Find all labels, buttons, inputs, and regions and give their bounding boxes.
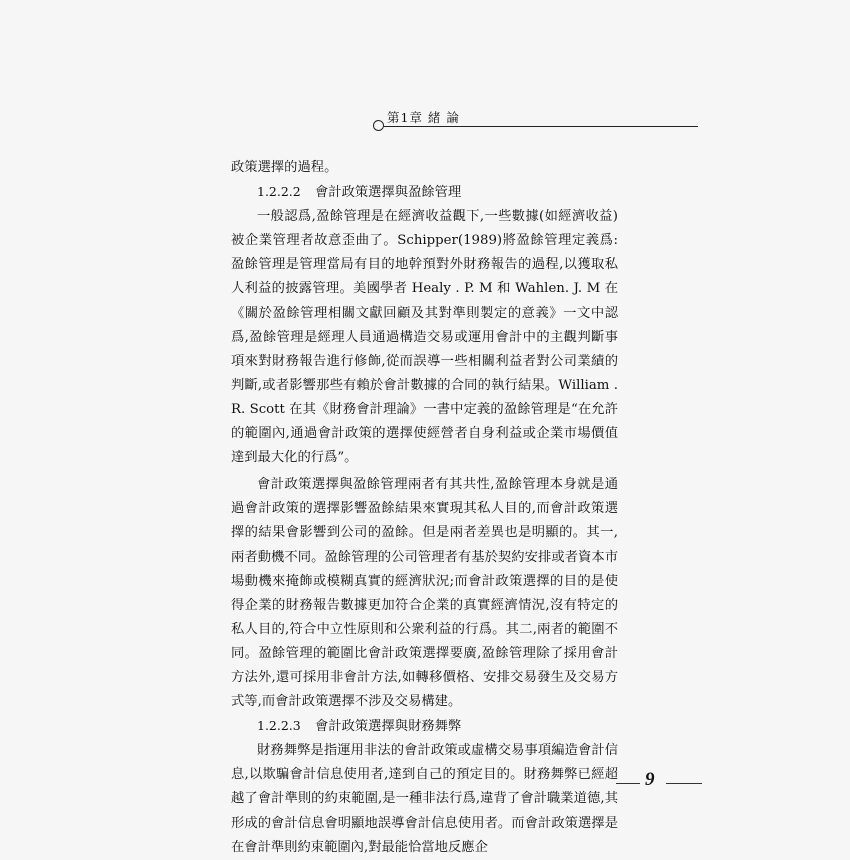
- page-number-footer: [616, 768, 702, 798]
- paragraph: 會計政策選擇與盈餘管理兩者有其共性,盈餘管理本身就是通過會計政策的選擇影響盈餘結果來實現其私人目的,而會計政策選擇的結果會影響到公司的盈餘。但是兩者差異也是明顯的。其一,兩者動機不同。盈餘管理的公司管理者有基於契約安排或者資本市場動機來掩飾或模糊真實的經濟狀況;而會計政策選擇的目的是使得企業的財務報告數據更加符合企業的真實經濟情況,沒有特定的私人目的,符合中立性原則和公衆利益的行爲。其二,兩者的範圍不同。盈餘管理的範圍比會計政策選擇要廣,盈餘管理除了採用會計方法外,還可採用非會計方法,如轉移價格、安排交易發生及交易方式等,而會計政策選擇不涉及交易構建。: [231, 477, 618, 710]
- paragraph: 財務舞弊是指運用非法的會計政策或虛構交易事項編造會計信息,以欺騙會計信息使用者,達到自己的預定目的。財務舞弊已經超越了會計準則的約束範圍,是一種非法行爲,違背了會計職業道德,其形成的會計信息會明顯地誤導會計信息使用者。而會計政策選擇是在會計準則約束範圍內,對最能恰當地反應企: [231, 743, 618, 855]
- paragraph: 一般認爲,盈餘管理是在經濟收益觀下,一些數據(如經濟收益)被企業管理者故意歪曲了。Schipper(1989)將盈餘管理定義爲:盈餘管理是管理當局有目的地幹預對外財務報告的過程,以獲取私人利益的披露管理。美國學者 Healy . P. M 和 Wahlen. J. M 在《關於盈餘管理相關文獻回顧及其對準則製定的意義》一文中認爲,盈餘管理是經理人員通過構造交易或運用會計中的主觀判斷事項來對財務報告進行修飾,從而誤導一些相關利益者對公司業績的判斷,或者影響那些有賴於會計數據的合同的執行結果。William . R. Scott 在其《財務會計理論》一書中定義的盈餘管理是“在允許的範圍內,通過會計政策的選擇使經營者自身利益或企業市場價值達到最大化的行爲”。: [231, 209, 618, 466]
- paragraph-continuation: 政策選擇的過程。: [231, 160, 338, 175]
- running-header: [373, 108, 698, 132]
- footer-rule-left: [616, 783, 640, 784]
- section-title: 會計政策選擇與財務舞弊: [315, 719, 462, 735]
- section-heading: [231, 180, 618, 205]
- page-number: 9: [645, 769, 655, 790]
- section-number: 1.2.2.2: [257, 184, 301, 200]
- chapter-label: 第1章 緒 論: [387, 110, 460, 125]
- body-text: [231, 156, 618, 860]
- section-title: 會計政策選擇與盈餘管理: [315, 185, 462, 201]
- section-number: 1.2.2.3: [257, 718, 301, 734]
- footer-rule-right: [666, 783, 702, 784]
- circle-ornament-icon: [373, 120, 384, 131]
- section-heading: [231, 714, 618, 739]
